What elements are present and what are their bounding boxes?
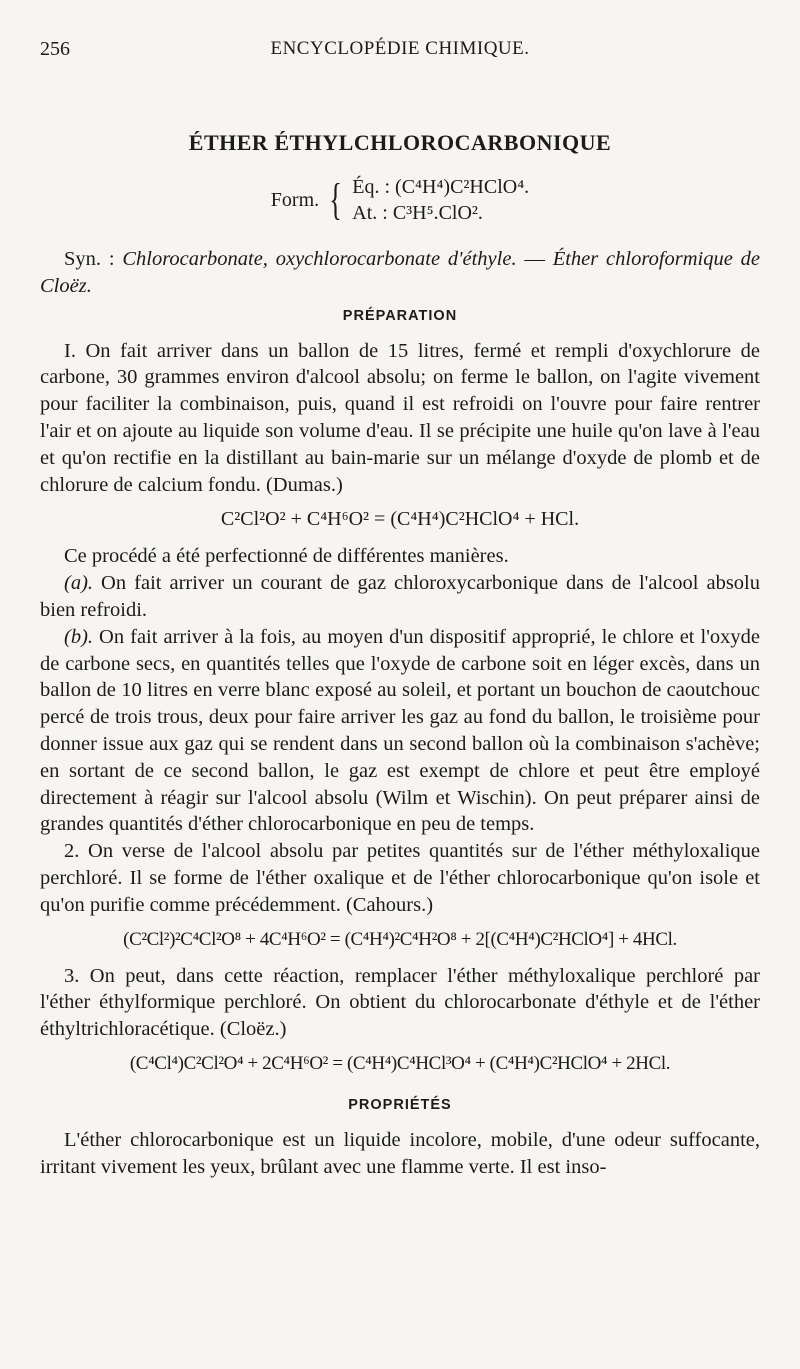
paragraph-method-3: 3. On peut, dans cette réaction, remplacer l'éther méthyloxalique perchloré par l'éther éthylformique perchloré. On obtient du chlorocarbonate d'éthyle et de l'éther éthyltrichloracétique. (Cloëz.) — [40, 964, 760, 1041]
brace-icon: { — [329, 175, 343, 224]
synonyms-prefix: Syn. : — [64, 248, 123, 270]
page-content — [40, 130, 760, 1181]
page-number: 256 — [40, 38, 70, 60]
article-title: ÉTHER ÉTHYLCHLOROCARBONIQUE — [188, 130, 612, 155]
paragraph-variant-b — [40, 624, 760, 838]
synonyms-alt-name: Éther chloroformique de Cloëz. — [40, 248, 760, 297]
synonyms-names: Chlorocarbonate, oxychlorocarbonate d'éthyle. — [122, 248, 517, 270]
formula-equivalent: Éq. : (C⁴H⁴)C²HClO⁴. — [352, 176, 530, 198]
equation-1: C²Cl²O² + C⁴H⁶O² = (C⁴H⁴)C²HClO⁴ + HCl. — [220, 508, 580, 531]
variant-b-text: On fait arriver à la fois, au moyen d'un dispositif approprié, le chlore et l'oxyde de carbone secs, en quantités telles que l'oxyde de carbone soit en léger excès, dans un ballon de 10 litres en verre blanc exposé au soleil, et portant un bouchon de caoutchouc percé de trois trous, deux pour faire arriver les gaz au fond du ballon, le troisième pour donner issue aux gaz qui se rendent dans un second ballon où la combinaison s'achève; en sortant de ce second ballon, le gaz est exempt de chlore et peut être employé directement à réagir sur l'alcool absolu (Wilm et Wischin). On peut préparer ainsi de grandes quantités d'éther chlorocarbonique en peu de temps. — [40, 625, 760, 836]
page-header — [40, 38, 760, 68]
paragraph-method-2: 2. On verse de l'alcool absolu par petites quantités sur de l'éther méthyloxalique perchloré. Il se forme de l'éther oxalique et de l'éther chlorocarbonique qu'on isole et qu'on purifie comme précédemment. (Cahours.) — [40, 840, 760, 916]
formula-lines — [352, 174, 529, 226]
variant-a-text: On fait arriver un courant de gaz chloroxycarbonique dans de l'alcool absolu bien refroidi. — [40, 572, 760, 621]
running-title: ENCYCLOPÉDIE CHIMIQUE. — [270, 38, 530, 59]
paragraph-variant-a — [40, 570, 760, 624]
section-heading-proprietes: PROPRIÉTÉS — [348, 1096, 452, 1113]
section-heading-preparation: PRÉPARATION — [342, 307, 458, 324]
synonyms-paragraph — [40, 246, 760, 300]
formula-block — [40, 174, 760, 226]
formula-atomic: At. : C³H⁵.ClO². — [352, 202, 483, 224]
variant-a-label: (a). — [64, 572, 94, 595]
equation-2: (C²Cl²)²C⁴Cl²O⁸ + 4C⁴H⁶O² = (C⁴H⁴)²C⁴H²O⁸ + 2[(C⁴H⁴)C²HClO⁴] + 4HCl. — [123, 928, 677, 950]
paragraph-improvements: Ce procédé a été perfectionné de différentes manières. — [64, 545, 509, 568]
equation-3: (C⁴Cl⁴)C²Cl²O⁴ + 2C⁴H⁶O² = (C⁴H⁴)C⁴HCl³O⁴ + (C⁴H⁴)C²HClO⁴ + 2HCl. — [129, 1052, 671, 1074]
paragraph-properties: L'éther chlorocarbonique est un liquide incolore, mobile, d'une odeur suffocante, irritant vivement les yeux, brûlant avec une flamme verte. Il est inso- — [40, 1128, 760, 1178]
synonyms-dash: — — [516, 248, 553, 270]
paragraph-method-1: I. On fait arriver dans un ballon de 15 litres, fermé et rempli d'oxychlorure de carbone, 30 grammes environ d'alcool absolu; on ferme le ballon, on l'agite vivement pour faciliter la combinaison, puis, quand il est refroidi on l'ouvre pour faire rentrer l'air et on ajoute au liquide son volume d'eau. Il se précipite une huile qu'on lave à l'eau et qu'on rectifie en la distillant au bain-marie sur un mélange d'oxyde de plomb et de chlorure de calcium fondu. (Dumas.) — [40, 339, 760, 496]
formula-label: Form. — [270, 188, 320, 211]
variant-b-label: (b). — [64, 625, 94, 648]
